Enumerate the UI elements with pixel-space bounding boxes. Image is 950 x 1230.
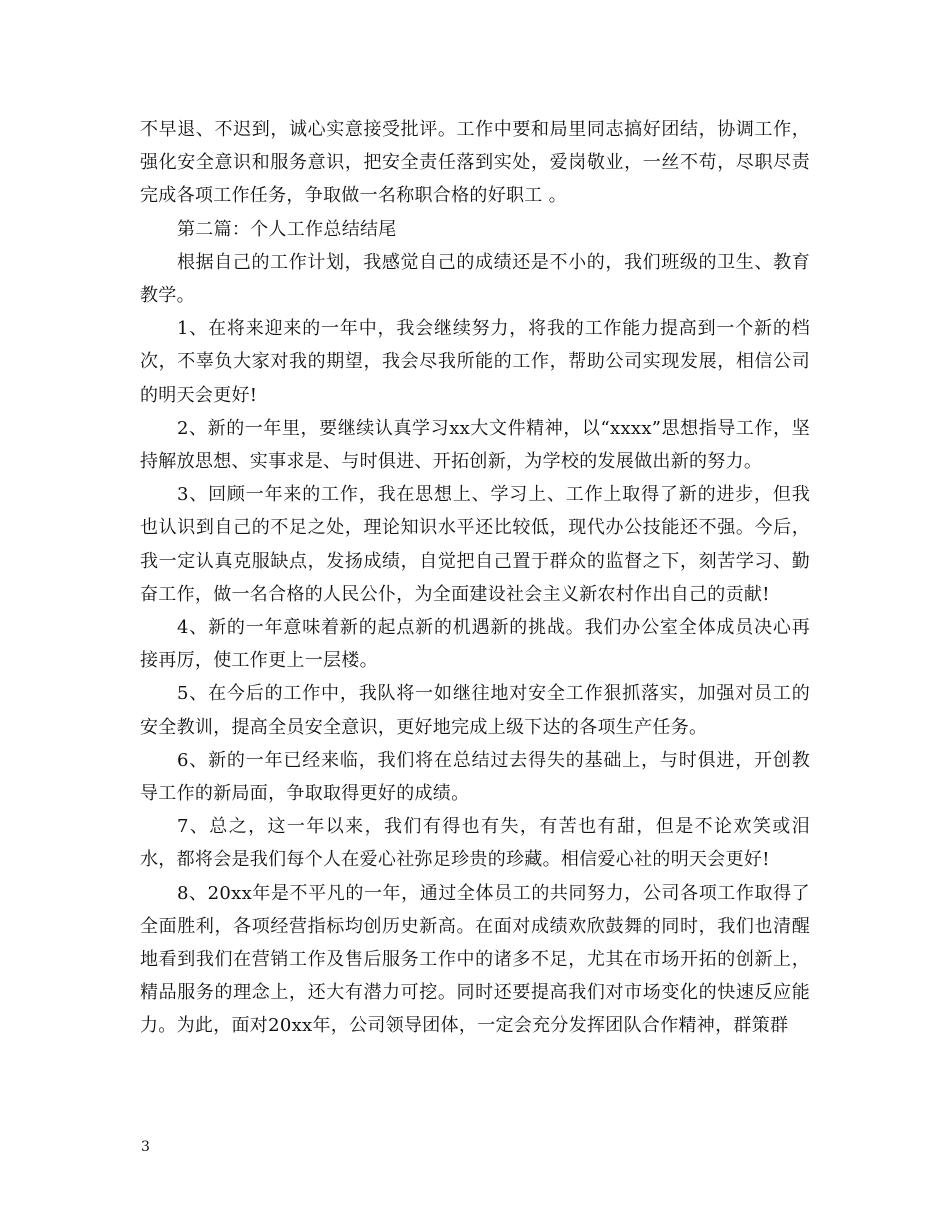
- document-body: [140, 113, 810, 1043]
- paragraph-item-4: 4、新的一年意味着新的起点新的机遇新的挑战。我们办公室全体成员决心再接再厉，使工作更上一层楼。: [140, 617, 810, 672]
- section-heading: 第二篇：个人工作总结结尾: [177, 218, 397, 240]
- paragraph-item-5: 5、在今后的工作中，我队将一如继往地对安全工作狠抓落实，加强对员工的安全教训，提高全员安全意识，更好地完成上级下达的各项生产任务。: [140, 683, 810, 738]
- paragraph-item-2: 2、新的一年里，要继续认真学习xx大文件精神，以“xxxx”思想指导工作，坚持解放思想、实事求是、与时俱进、开拓创新，为学校的发展做出新的努力。: [140, 417, 810, 473]
- paragraph-item-8: 8、20xx年是不平凡的一年，通过全体员工的共同努力，公司各项工作取得了全面胜利，各项经营指标均创历史新高。在面对成绩欢欣鼓舞的同时，我们也清醒地看到我们在营销工作及售后服务工作中的诸多不足，尤其在市场开拓的创新上，精品服务的理念上，还大有潜力可挖。同时还要提高我们对市场变化的快速反应能力。为此，面对20xx年，公司领导团体，一定会充分发挥团队合作精神，群策群: [140, 882, 810, 1037]
- paragraph-item-1: 1、在将来迎来的一年中，我会继续努力，将我的工作能力提高到一个新的档次，不辜负大家对我的期望，我会尽我所能的工作，帮助公司实现发展，相信公司的明天会更好!: [140, 318, 810, 406]
- page-number: 3: [141, 1139, 150, 1155]
- paragraph-item-7: 7、总之，这一年以来，我们有得也有失，有苦也有甜，但是不论欢笑或泪水，都将会是我们每个人在爱心社弥足珍贵的珍藏。相信爱心社的明天会更好!: [140, 816, 810, 871]
- paragraph-item-3: 3、回顾一年来的工作，我在思想上、学习上、工作上取得了新的进步，但我也认识到自己的不足之处，理论知识水平还比较低，现代办公技能还不强。今后，我一定认真克服缺点，发扬成绩，自觉把自己置于群众的监督之下，刻苦学习、勤奋工作，做一名合格的人民公仆，为全面建设社会主义新农村作出自己的贡献!: [140, 484, 810, 605]
- paragraph-item-6: 6、新的一年已经来临，我们将在总结过去得失的基础上，与时俱进，开创教导工作的新局面，争取取得更好的成绩。: [140, 749, 810, 805]
- paragraph-intro: 根据自己的工作计划，我感觉自己的成绩还是不小的，我们班级的卫生、教育教学。: [140, 251, 810, 307]
- paragraph-continuation: 不早退、不迟到，诚心实意接受批评。工作中要和局里同志搞好团结，协调工作，强化安全意识和服务意识，把安全责任落到实处，爱岗敬业，一丝不苟，尽职尽责完成各项工作任务，争取做一名称职合格的好职工 。: [140, 119, 810, 207]
